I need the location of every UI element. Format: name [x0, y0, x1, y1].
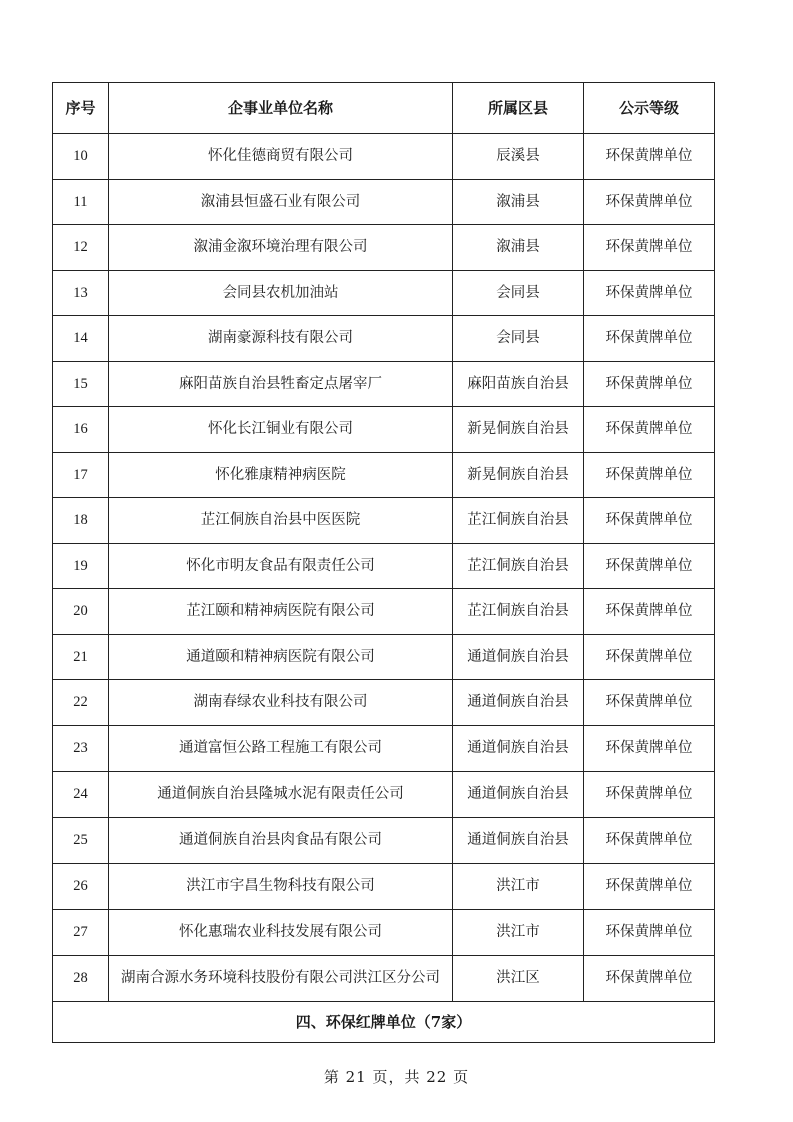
cell-rating-level: 环保黄牌单位: [584, 407, 715, 453]
cell-county: 芷江侗族自治县: [453, 498, 584, 544]
cell-serial-number: 13: [53, 270, 109, 316]
cell-serial-number: 17: [53, 452, 109, 498]
table-row: [53, 361, 715, 407]
table-row: [53, 452, 715, 498]
cell-serial-number: 10: [53, 134, 109, 180]
cell-enterprise-name: 溆浦县恒盛石业有限公司: [109, 179, 453, 225]
cell-serial-number: 12: [53, 225, 109, 271]
cell-county: 辰溪县: [453, 134, 584, 180]
cell-enterprise-name: 湖南合源水务环境科技股份有限公司洪江区分公司: [109, 956, 453, 1002]
table-row: [53, 498, 715, 544]
cell-serial-number: 16: [53, 407, 109, 453]
page-number-footer: 第 21 页，共 22 页: [323, 1068, 470, 1086]
cell-county: 新晃侗族自治县: [453, 452, 584, 498]
cell-serial-number: 15: [53, 361, 109, 407]
cell-enterprise-name: 湖南春绿农业科技有限公司: [109, 680, 453, 726]
table-row: [53, 589, 715, 635]
cell-rating-level: 环保黄牌单位: [584, 956, 715, 1002]
cell-county: 麻阳苗族自治县: [453, 361, 584, 407]
table-row: [53, 818, 715, 864]
table-row: [53, 225, 715, 271]
cell-rating-level: 环保黄牌单位: [584, 179, 715, 225]
cell-rating-level: 环保黄牌单位: [584, 634, 715, 680]
cell-county: 溆浦县: [453, 179, 584, 225]
cell-county: 通道侗族自治县: [453, 818, 584, 864]
table-row: [53, 910, 715, 956]
table-row: [53, 772, 715, 818]
table-row: [53, 726, 715, 772]
cell-county: 芷江侗族自治县: [453, 543, 584, 589]
table-row: [53, 316, 715, 362]
cell-enterprise-name: 怀化雅康精神病医院: [109, 452, 453, 498]
cell-county: 溆浦县: [453, 225, 584, 271]
cell-serial-number: 27: [53, 910, 109, 956]
table-header-row: [53, 83, 715, 134]
cell-county: 通道侗族自治县: [453, 726, 584, 772]
table-row: [53, 634, 715, 680]
cell-rating-level: 环保黄牌单位: [584, 498, 715, 544]
cell-enterprise-name: 洪江市宇昌生物科技有限公司: [109, 864, 453, 910]
cell-enterprise-name: 湖南豪源科技有限公司: [109, 316, 453, 362]
cell-serial-number: 21: [53, 634, 109, 680]
section-heading-row: [53, 1002, 715, 1043]
cell-rating-level: 环保黄牌单位: [584, 864, 715, 910]
cell-enterprise-name: 芷江颐和精神病医院有限公司: [109, 589, 453, 635]
table-row: [53, 407, 715, 453]
cell-rating-level: 环保黄牌单位: [584, 680, 715, 726]
cell-serial-number: 14: [53, 316, 109, 362]
cell-serial-number: 28: [53, 956, 109, 1002]
cell-enterprise-name: 通道侗族自治县隆城水泥有限责任公司: [109, 772, 453, 818]
cell-county: 会同县: [453, 270, 584, 316]
cell-enterprise-name: 麻阳苗族自治县牲畜定点屠宰厂: [109, 361, 453, 407]
cell-enterprise-name: 怀化佳德商贸有限公司: [109, 134, 453, 180]
cell-serial-number: 24: [53, 772, 109, 818]
cell-serial-number: 25: [53, 818, 109, 864]
cell-enterprise-name: 通道侗族自治县肉食品有限公司: [109, 818, 453, 864]
header-serial-number: 序号: [53, 83, 109, 134]
cell-serial-number: 22: [53, 680, 109, 726]
table-row: [53, 270, 715, 316]
cell-rating-level: 环保黄牌单位: [584, 910, 715, 956]
cell-county: 通道侗族自治县: [453, 634, 584, 680]
header-rating-level: 公示等级: [584, 83, 715, 134]
cell-serial-number: 18: [53, 498, 109, 544]
cell-serial-number: 11: [53, 179, 109, 225]
table-row: [53, 956, 715, 1002]
cell-rating-level: 环保黄牌单位: [584, 589, 715, 635]
header-county: 所属区县: [453, 83, 584, 134]
cell-county: 洪江区: [453, 956, 584, 1002]
header-enterprise-name: 企事业单位名称: [109, 83, 453, 134]
table-body: [53, 134, 715, 1043]
table-row: [53, 134, 715, 180]
cell-rating-level: 环保黄牌单位: [584, 361, 715, 407]
cell-enterprise-name: 怀化长江铜业有限公司: [109, 407, 453, 453]
cell-serial-number: 23: [53, 726, 109, 772]
enterprise-rating-table: [52, 82, 715, 1043]
cell-county: 芷江侗族自治县: [453, 589, 584, 635]
cell-rating-level: 环保黄牌单位: [584, 452, 715, 498]
table-row: [53, 543, 715, 589]
cell-enterprise-name: 通道颐和精神病医院有限公司: [109, 634, 453, 680]
cell-enterprise-name: 会同县农机加油站: [109, 270, 453, 316]
cell-serial-number: 20: [53, 589, 109, 635]
cell-county: 通道侗族自治县: [453, 680, 584, 726]
cell-enterprise-name: 怀化市明友食品有限责任公司: [109, 543, 453, 589]
cell-county: 洪江市: [453, 864, 584, 910]
cell-serial-number: 26: [53, 864, 109, 910]
cell-rating-level: 环保黄牌单位: [584, 818, 715, 864]
cell-county: 通道侗族自治县: [453, 772, 584, 818]
cell-rating-level: 环保黄牌单位: [584, 270, 715, 316]
cell-rating-level: 环保黄牌单位: [584, 726, 715, 772]
table-row: [53, 864, 715, 910]
cell-rating-level: 环保黄牌单位: [584, 225, 715, 271]
cell-rating-level: 环保黄牌单位: [584, 543, 715, 589]
cell-rating-level: 环保黄牌单位: [584, 316, 715, 362]
cell-enterprise-name: 溆浦金溆环境治理有限公司: [109, 225, 453, 271]
cell-enterprise-name: 通道富恒公路工程施工有限公司: [109, 726, 453, 772]
cell-county: 洪江市: [453, 910, 584, 956]
cell-enterprise-name: 怀化惠瑞农业科技发展有限公司: [109, 910, 453, 956]
table-row: [53, 179, 715, 225]
cell-county: 新晃侗族自治县: [453, 407, 584, 453]
cell-rating-level: 环保黄牌单位: [584, 772, 715, 818]
cell-county: 会同县: [453, 316, 584, 362]
cell-rating-level: 环保黄牌单位: [584, 134, 715, 180]
section-heading: 四、环保红牌单位（7家）: [53, 1002, 715, 1043]
cell-serial-number: 19: [53, 543, 109, 589]
cell-enterprise-name: 芷江侗族自治县中医医院: [109, 498, 453, 544]
table-row: [53, 680, 715, 726]
